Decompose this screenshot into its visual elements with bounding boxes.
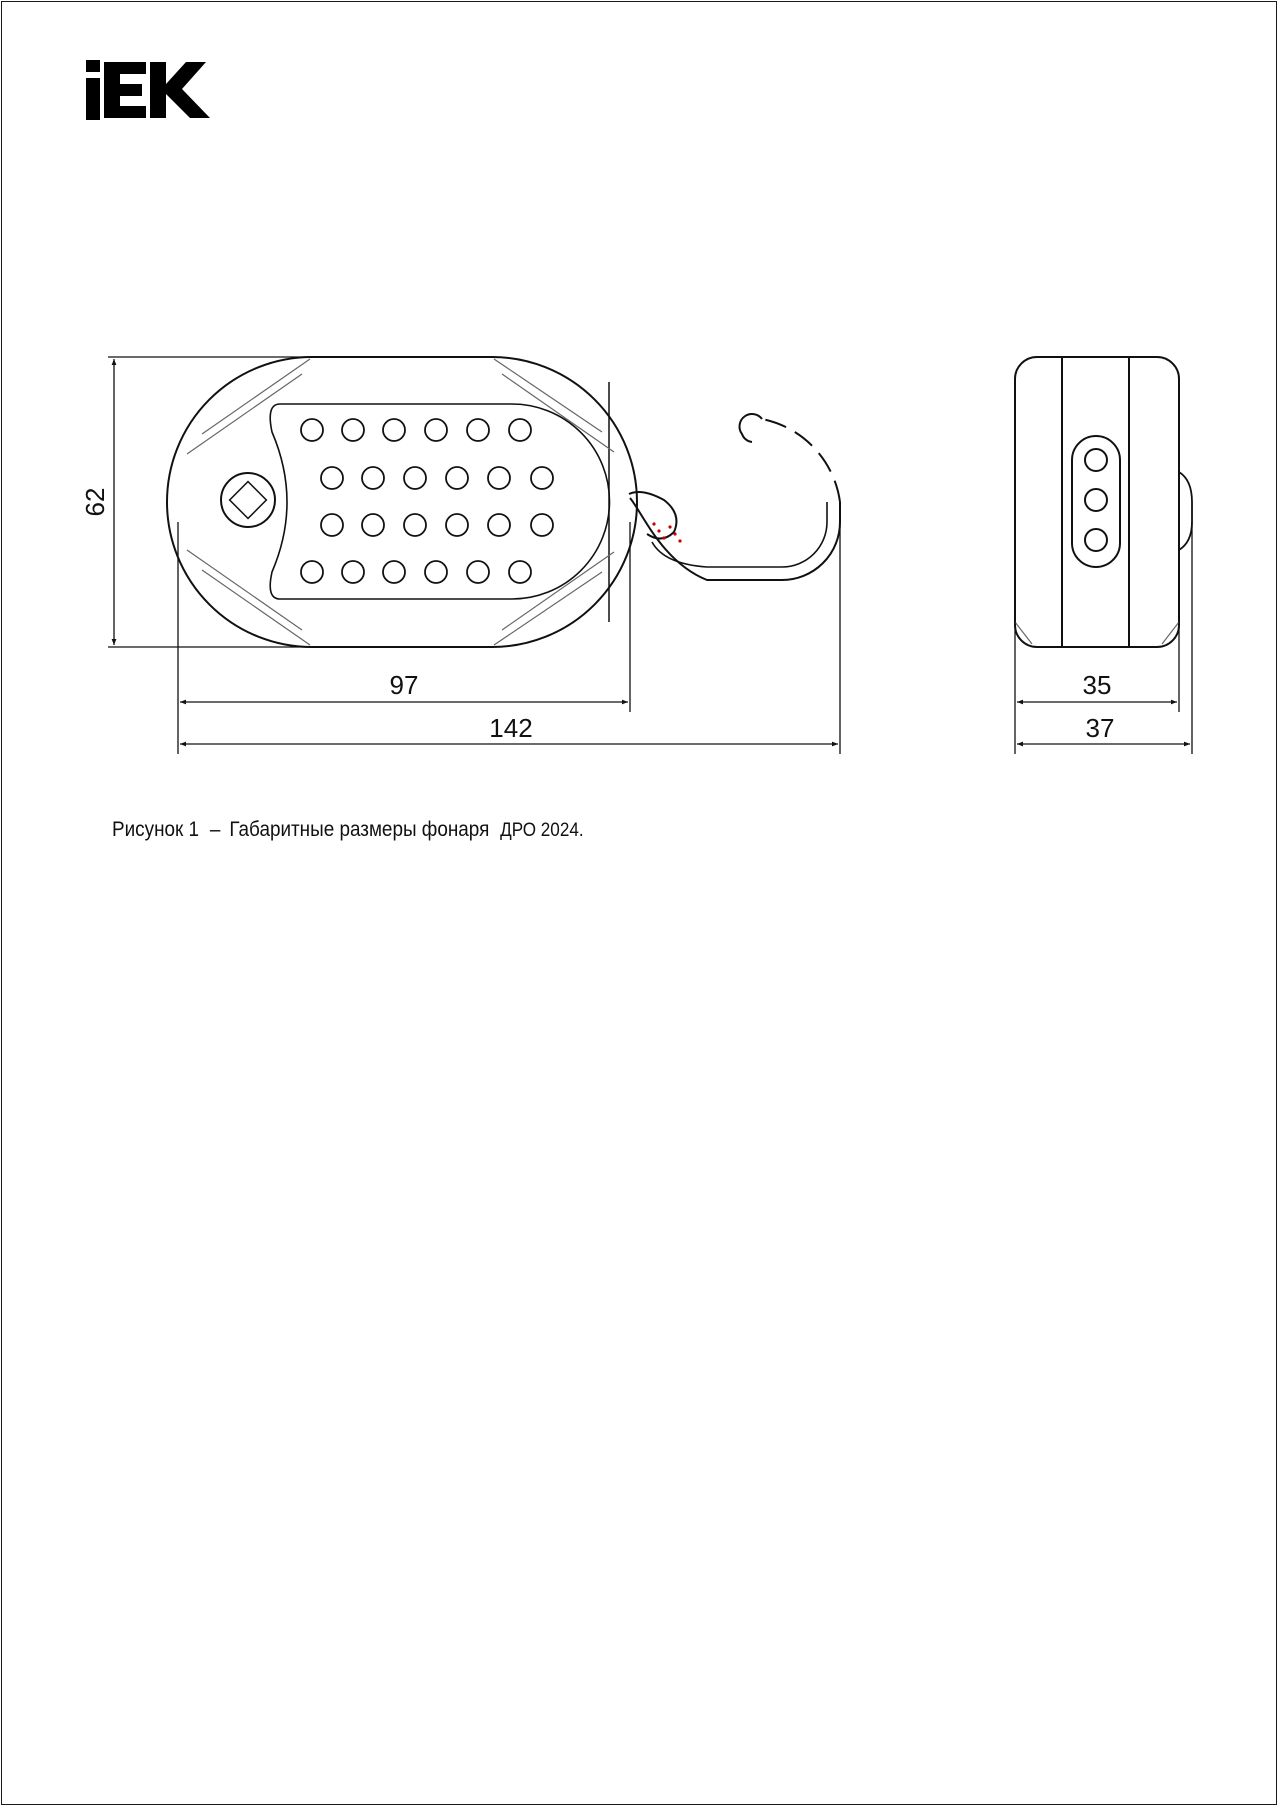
led (383, 561, 405, 583)
led (1085, 489, 1107, 511)
led (321, 514, 343, 536)
led (1085, 449, 1107, 471)
hook (629, 414, 840, 580)
figure-caption (112, 818, 584, 842)
front-body-outline (167, 357, 637, 647)
led (342, 419, 364, 441)
led (404, 467, 426, 489)
side-view (1015, 357, 1192, 647)
led (467, 419, 489, 441)
dim-label-97: 97 (389, 670, 419, 700)
dimension-drawing (2, 2, 1280, 902)
led (531, 514, 553, 536)
dim-label-142: 142 (489, 713, 533, 743)
led (342, 561, 364, 583)
hook-tip (762, 419, 840, 502)
dim-label-37: 37 (1085, 713, 1115, 743)
side-led-strip (1072, 436, 1120, 567)
page-frame (1, 1, 1277, 1805)
led (301, 419, 323, 441)
caption-label: Рисунок 1 (112, 818, 200, 841)
led (383, 419, 405, 441)
led (509, 419, 531, 441)
led (362, 467, 384, 489)
front-view (167, 357, 637, 647)
led-panel (270, 404, 609, 599)
corner-hatches (187, 359, 614, 645)
led (321, 467, 343, 489)
led (362, 514, 384, 536)
led (446, 514, 468, 536)
dim-label-35: 35 (1082, 670, 1112, 700)
led (1085, 529, 1107, 551)
led (509, 561, 531, 583)
led (488, 467, 510, 489)
led (301, 561, 323, 583)
led (425, 561, 447, 583)
led (404, 514, 426, 536)
led (446, 467, 468, 489)
caption-text: Габаритные размеры фонаря (229, 818, 490, 841)
led (488, 514, 510, 536)
side-body-outline (1015, 357, 1179, 647)
led (467, 561, 489, 583)
led (425, 419, 447, 441)
front-leds (301, 419, 553, 583)
caption-model: ДРО 2024. (500, 820, 584, 841)
caption-dash: – (209, 818, 221, 841)
led (531, 467, 553, 489)
dim-label-62: 62 (80, 487, 110, 517)
